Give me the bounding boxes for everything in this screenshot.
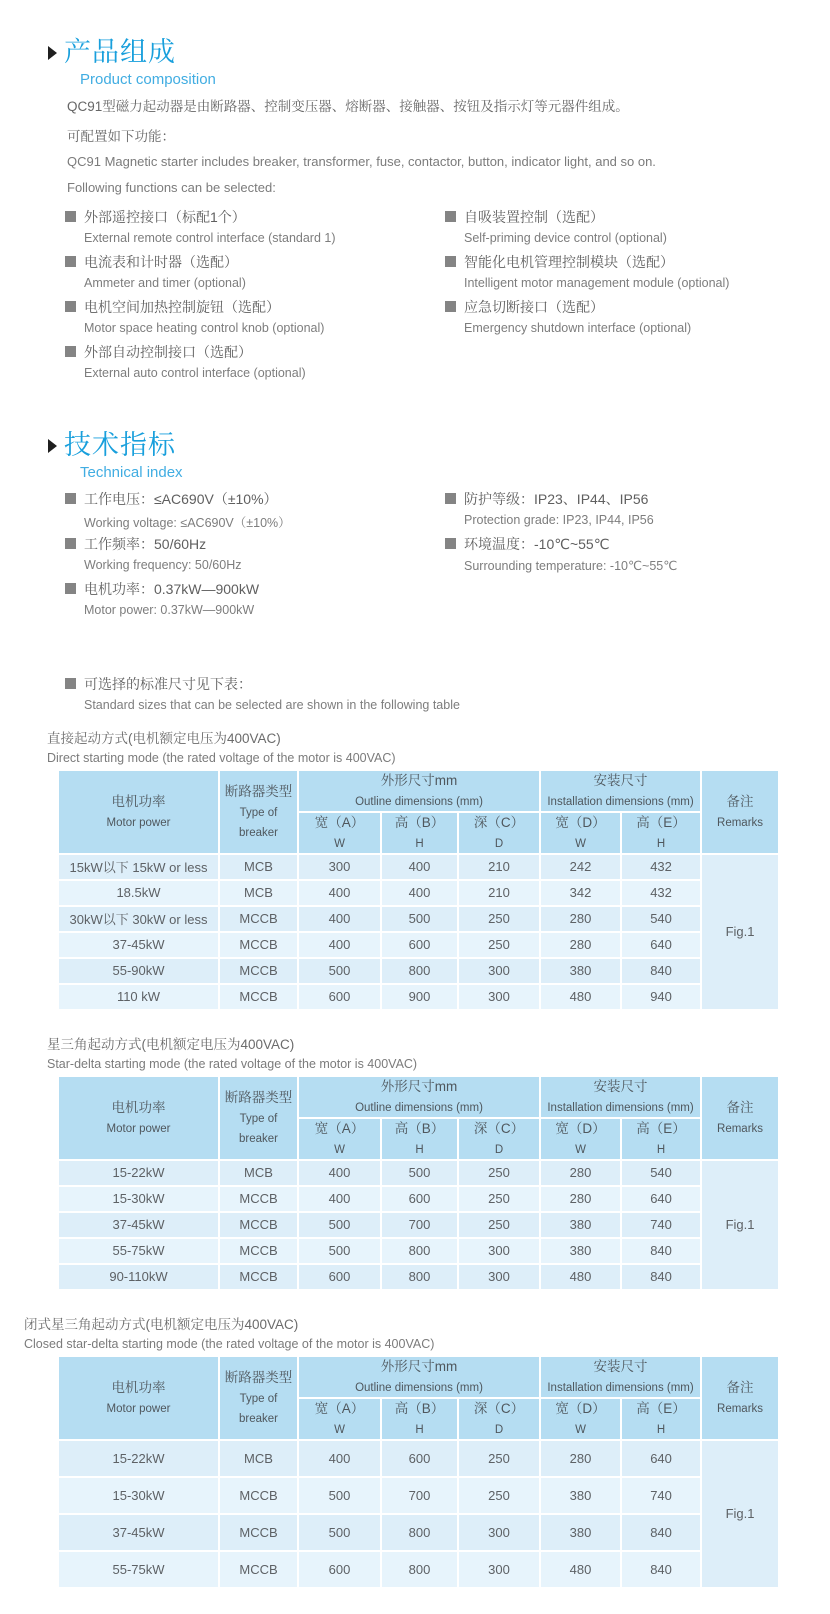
section-subtitle: Product composition [80, 70, 216, 88]
subheader-dim-D: 宽（D） W [540, 1398, 621, 1440]
table-row [58, 1186, 779, 1212]
dimension-table [57, 1075, 780, 1291]
cell-dimension: 500 [298, 1477, 381, 1514]
table-caption-en: Closed star-delta starting mode (the rated voltage of the motor is 400VAC) [24, 1336, 435, 1351]
table-block-direct-starting [0, 727, 830, 1011]
cell-dimension: 250 [458, 1160, 540, 1186]
subheader-dim-B: 高（B） H [381, 1118, 458, 1160]
cell-motor-power: 37-45kW [58, 1514, 219, 1551]
table-row [58, 1212, 779, 1238]
feature-item [65, 209, 445, 246]
cell-dimension: 840 [621, 958, 701, 984]
header-installation-dimensions: 安装尺寸 Installation dimensions (mm) [540, 1356, 701, 1398]
table-row [58, 984, 779, 1010]
cell-breaker-type: MCCB [219, 1264, 298, 1290]
cell-dimension: 280 [540, 1440, 621, 1477]
table-row [58, 958, 779, 984]
section-title: 技术指标 [64, 429, 176, 460]
cell-breaker-type: MCCB [219, 984, 298, 1010]
cell-dimension: 740 [621, 1477, 701, 1514]
intro-paragraph-zh: QC91型磁力起动器是由断路器、控制变压器、熔断器、接触器、按钮及指示灯等元器件组成。 [67, 98, 629, 114]
header-installation-dimensions: 安装尺寸 Installation dimensions (mm) [540, 770, 701, 812]
cell-dimension: 280 [540, 1186, 621, 1212]
feature-column-right [445, 209, 830, 389]
cell-breaker-type: MCCB [219, 1212, 298, 1238]
header-breaker-type: 断路器类型 Type of breaker [219, 770, 298, 854]
table-row [58, 1551, 779, 1588]
square-bullet-icon [65, 678, 76, 689]
cell-dimension: 500 [298, 1514, 381, 1551]
cell-dimension: 242 [540, 854, 621, 880]
feature-column-left [65, 209, 445, 389]
cell-breaker-type: MCCB [219, 1514, 298, 1551]
header-remarks: 备注 Remarks [701, 770, 779, 854]
cell-breaker-type: MCCB [219, 1551, 298, 1588]
cell-dimension: 840 [621, 1551, 701, 1588]
cell-dimension: 380 [540, 1212, 621, 1238]
feature-item [65, 254, 445, 291]
cell-dimension: 540 [621, 1160, 701, 1186]
header-motor-power: 电机功率 Motor power [58, 770, 219, 854]
feature-item [445, 254, 830, 291]
cell-dimension: 600 [298, 1264, 381, 1290]
subheader-dim-C: 深（C） D [458, 812, 540, 854]
cell-dimension: 640 [621, 1186, 701, 1212]
subheader-dim-A: 宽（A） W [298, 1118, 381, 1160]
header-outline-dimensions: 外形尺寸mm Outline dimensions (mm) [298, 770, 540, 812]
cell-motor-power: 15-22kW [58, 1160, 219, 1186]
spec-item-label-en: Working frequency: 50/60Hz [84, 557, 242, 572]
catalog-page [0, 38, 830, 1614]
header-remarks: 备注 Remarks [701, 1356, 779, 1440]
cell-motor-power: 90-110kW [58, 1264, 219, 1290]
cell-motor-power: 110 kW [58, 984, 219, 1010]
header-breaker-type: 断路器类型 Type of breaker [219, 1076, 298, 1160]
subheader-dim-E: 高（E） H [621, 1398, 701, 1440]
cell-dimension: 250 [458, 1440, 540, 1477]
square-bullet-icon [445, 211, 456, 222]
cell-dimension: 250 [458, 1212, 540, 1238]
cell-dimension: 800 [381, 1514, 458, 1551]
table-row [58, 854, 779, 880]
table-block-closed-star-delta [0, 1313, 830, 1589]
cell-dimension: 280 [540, 1160, 621, 1186]
cell-dimension: 300 [458, 984, 540, 1010]
feature-item-label-en: Ammeter and timer (optional) [84, 275, 246, 290]
table-caption-zh: 闭式星三角起动方式(电机额定电压为400VAC) [24, 1316, 299, 1332]
cell-dimension: 740 [621, 1212, 701, 1238]
feature-columns [65, 209, 830, 389]
spec-item [445, 491, 830, 528]
spec-item-label-zh: 防护等级：IP23、IP44、IP56 [464, 490, 649, 507]
size-table-closed-star-delta [0, 1355, 830, 1589]
subheader-dim-B: 高（B） H [381, 812, 458, 854]
square-bullet-icon [65, 493, 76, 504]
spec-item [445, 536, 830, 573]
spec-item-label-en: Motor power: 0.37kW—900kW [84, 602, 255, 617]
cell-dimension: 400 [298, 880, 381, 906]
feature-item-label-zh: 应急切断接口（选配） [464, 298, 604, 315]
feature-item-label-zh: 电机空间加热控制旋钮（选配） [84, 298, 280, 315]
cell-dimension: 400 [298, 906, 381, 932]
subheader-dim-E: 高（E） H [621, 812, 701, 854]
cell-dimension: 800 [381, 1551, 458, 1588]
cell-dimension: 600 [298, 984, 381, 1010]
cell-dimension: 500 [298, 1212, 381, 1238]
cell-motor-power: 37-45kW [58, 932, 219, 958]
cell-dimension: 400 [298, 932, 381, 958]
cell-dimension: 400 [298, 1440, 381, 1477]
feature-item [445, 209, 830, 246]
cell-dimension: 210 [458, 880, 540, 906]
intro-paragraph-en: QC91 Magnetic starter includes breaker, transformer, fuse, contactor, button, indicator light, and so on. [67, 154, 656, 170]
cell-breaker-type: MCCB [219, 1186, 298, 1212]
square-bullet-icon [445, 493, 456, 504]
feature-item-label-en: External remote control interface (standard 1) [84, 230, 336, 245]
subheader-dim-A: 宽（A） W [298, 812, 381, 854]
cell-dimension: 300 [458, 1551, 540, 1588]
square-bullet-icon [65, 256, 76, 267]
table-row [58, 1477, 779, 1514]
cell-dimension: 800 [381, 1264, 458, 1290]
feature-item [65, 344, 445, 381]
cell-motor-power: 15-30kW [58, 1477, 219, 1514]
cell-dimension: 250 [458, 1477, 540, 1514]
cell-dimension: 300 [458, 1264, 540, 1290]
section-header [48, 38, 830, 88]
cell-dimension: 250 [458, 906, 540, 932]
intro-paragraph-en2: Following functions can be selected: [67, 179, 276, 195]
header-motor-power: 电机功率 Motor power [58, 1076, 219, 1160]
cell-dimension: 840 [621, 1238, 701, 1264]
cell-dimension: 380 [540, 958, 621, 984]
cell-dimension: 800 [381, 1238, 458, 1264]
subheader-dim-D: 宽（D） W [540, 1118, 621, 1160]
section-title: 产品组成 [64, 37, 176, 67]
header-breaker-type: 断路器类型 Type of breaker [219, 1356, 298, 1440]
cell-motor-power: 30kW以下 30kW or less [58, 906, 219, 932]
cell-dimension: 280 [540, 932, 621, 958]
spec-columns [65, 491, 830, 626]
square-bullet-icon [445, 256, 456, 267]
feature-item [445, 299, 830, 336]
feature-item-label-zh: 外部遥控接口（标配1个） [84, 208, 246, 225]
spec-item-label-en: Protection grade: IP23, IP44, IP56 [464, 512, 654, 527]
cell-dimension: 300 [458, 958, 540, 984]
square-bullet-icon [65, 583, 76, 594]
cell-breaker-type: MCB [219, 854, 298, 880]
cell-dimension: 380 [540, 1477, 621, 1514]
table-row [58, 1238, 779, 1264]
cell-motor-power: 15-30kW [58, 1186, 219, 1212]
cell-dimension: 480 [540, 1551, 621, 1588]
cell-dimension: 600 [298, 1551, 381, 1588]
cell-dimension: 280 [540, 906, 621, 932]
table-caption-zh: 直接起动方式(电机额定电压为400VAC) [47, 730, 281, 746]
cell-dimension: 432 [621, 854, 701, 880]
table-row [58, 906, 779, 932]
spec-item-label-en: Working voltage: ≤AC690V（±10%） [84, 515, 291, 530]
cell-dimension: 500 [298, 958, 381, 984]
cell-breaker-type: MCB [219, 880, 298, 906]
cell-remark-figure: Fig.1 [701, 854, 779, 1010]
header-outline-dimensions: 外形尺寸mm Outline dimensions (mm) [298, 1076, 540, 1118]
section-technical-index [48, 431, 830, 481]
section-product-composition [48, 38, 830, 88]
cell-dimension: 940 [621, 984, 701, 1010]
cell-dimension: 900 [381, 984, 458, 1010]
cell-dimension: 500 [298, 1238, 381, 1264]
cell-remark-figure: Fig.1 [701, 1440, 779, 1588]
spec-item [65, 491, 445, 528]
subheader-dim-D: 宽（D） W [540, 812, 621, 854]
section-subtitle: Technical index [80, 463, 183, 481]
cell-dimension: 300 [458, 1238, 540, 1264]
section-header [48, 431, 830, 481]
spec-column-right [445, 491, 830, 626]
cell-breaker-type: MCCB [219, 932, 298, 958]
subheader-dim-B: 高（B） H [381, 1398, 458, 1440]
cell-breaker-type: MCCB [219, 1477, 298, 1514]
cell-dimension: 250 [458, 932, 540, 958]
feature-item-label-zh: 智能化电机管理控制模块（选配） [464, 253, 674, 270]
square-bullet-icon [65, 538, 76, 549]
spec-item [65, 581, 445, 618]
feature-item-label-en: Intelligent motor management module (optional) [464, 275, 730, 290]
size-table-star-delta [0, 1075, 830, 1291]
cell-motor-power: 15-22kW [58, 1440, 219, 1477]
spec-item-label-zh: 工作电压：≤AC690V（±10%） [84, 490, 278, 507]
spec-item-label-en: Surrounding temperature: -10℃~55℃ [464, 558, 678, 573]
table-row [58, 1264, 779, 1290]
cell-dimension: 500 [381, 1160, 458, 1186]
square-bullet-icon [445, 301, 456, 312]
table-row [58, 932, 779, 958]
cell-dimension: 700 [381, 1477, 458, 1514]
cell-dimension: 840 [621, 1514, 701, 1551]
cell-dimension: 380 [540, 1514, 621, 1551]
feature-item-label-zh: 电流表和计时器（选配） [84, 253, 238, 270]
cell-motor-power: 15kW以下 15kW or less [58, 854, 219, 880]
cell-motor-power: 37-45kW [58, 1212, 219, 1238]
table-row [58, 880, 779, 906]
section-marker-triangle-icon [48, 46, 57, 60]
cell-dimension: 840 [621, 1264, 701, 1290]
feature-item-label-en: External auto control interface (optional) [84, 365, 306, 380]
cell-motor-power: 18.5kW [58, 880, 219, 906]
subheader-dim-C: 深（C） D [458, 1398, 540, 1440]
spec-item [65, 536, 445, 573]
header-remarks: 备注 Remarks [701, 1076, 779, 1160]
cell-dimension: 400 [298, 1186, 381, 1212]
table-row [58, 1514, 779, 1551]
cell-motor-power: 55-90kW [58, 958, 219, 984]
table-row [58, 1440, 779, 1477]
cell-dimension: 432 [621, 880, 701, 906]
subheader-dim-A: 宽（A） W [298, 1398, 381, 1440]
sizes-note-zh: 可选择的标准尺寸见下表： [84, 675, 252, 692]
cell-dimension: 540 [621, 906, 701, 932]
section-marker-triangle-icon [48, 439, 57, 453]
square-bullet-icon [445, 538, 456, 549]
cell-breaker-type: MCCB [219, 958, 298, 984]
cell-breaker-type: MCCB [219, 1238, 298, 1264]
cell-dimension: 800 [381, 958, 458, 984]
cell-dimension: 342 [540, 880, 621, 906]
cell-dimension: 380 [540, 1238, 621, 1264]
spec-item-label-zh: 工作频率：50/60Hz [84, 535, 207, 552]
cell-dimension: 500 [381, 906, 458, 932]
table-caption-en: Direct starting mode (the rated voltage of the motor is 400VAC) [47, 750, 396, 765]
cell-motor-power: 55-75kW [58, 1238, 219, 1264]
cell-dimension: 480 [540, 1264, 621, 1290]
header-installation-dimensions: 安装尺寸 Installation dimensions (mm) [540, 1076, 701, 1118]
cell-remark-figure: Fig.1 [701, 1160, 779, 1290]
square-bullet-icon [65, 211, 76, 222]
cell-dimension: 600 [381, 932, 458, 958]
sizes-note [65, 676, 830, 713]
cell-breaker-type: MCB [219, 1440, 298, 1477]
size-table-direct-starting [0, 769, 830, 1011]
cell-breaker-type: MCB [219, 1160, 298, 1186]
cell-dimension: 400 [381, 880, 458, 906]
cell-motor-power: 55-75kW [58, 1551, 219, 1588]
cell-dimension: 400 [381, 854, 458, 880]
header-outline-dimensions: 外形尺寸mm Outline dimensions (mm) [298, 1356, 540, 1398]
feature-item-label-zh: 自吸装置控制（选配） [464, 208, 604, 225]
table-block-star-delta [0, 1033, 830, 1291]
spec-item-label-zh: 环境温度：-10℃~55℃ [464, 535, 610, 552]
dimension-table [57, 769, 780, 1011]
cell-dimension: 300 [458, 1514, 540, 1551]
cell-dimension: 600 [381, 1440, 458, 1477]
header-motor-power: 电机功率 Motor power [58, 1356, 219, 1440]
cell-breaker-type: MCCB [219, 906, 298, 932]
cell-dimension: 600 [381, 1186, 458, 1212]
table-caption-en: Star-delta starting mode (the rated voltage of the motor is 400VAC) [47, 1056, 418, 1071]
feature-item-label-en: Emergency shutdown interface (optional) [464, 320, 692, 335]
spec-column-left [65, 491, 445, 626]
feature-item-label-en: Self-priming device control (optional) [464, 230, 667, 245]
cell-dimension: 640 [621, 932, 701, 958]
subheader-dim-E: 高（E） H [621, 1118, 701, 1160]
square-bullet-icon [65, 301, 76, 312]
intro-paragraph-zh2: 可配置如下功能： [67, 128, 175, 144]
cell-dimension: 700 [381, 1212, 458, 1238]
subheader-dim-C: 深（C） D [458, 1118, 540, 1160]
cell-dimension: 480 [540, 984, 621, 1010]
sizes-note-en: Standard sizes that can be selected are shown in the following table [84, 697, 460, 712]
feature-item [65, 299, 445, 336]
table-caption-zh: 星三角起动方式(电机额定电压为400VAC) [47, 1036, 295, 1052]
cell-dimension: 300 [298, 854, 381, 880]
feature-item-label-zh: 外部自动控制接口（选配） [84, 343, 252, 360]
feature-item-label-en: Motor space heating control knob (optional) [84, 320, 325, 335]
table-row [58, 1160, 779, 1186]
cell-dimension: 250 [458, 1186, 540, 1212]
square-bullet-icon [65, 346, 76, 357]
dimension-table [57, 1355, 780, 1589]
cell-dimension: 640 [621, 1440, 701, 1477]
cell-dimension: 400 [298, 1160, 381, 1186]
cell-dimension: 210 [458, 854, 540, 880]
spec-item-label-zh: 电机功率：0.37kW—900kW [84, 580, 260, 597]
